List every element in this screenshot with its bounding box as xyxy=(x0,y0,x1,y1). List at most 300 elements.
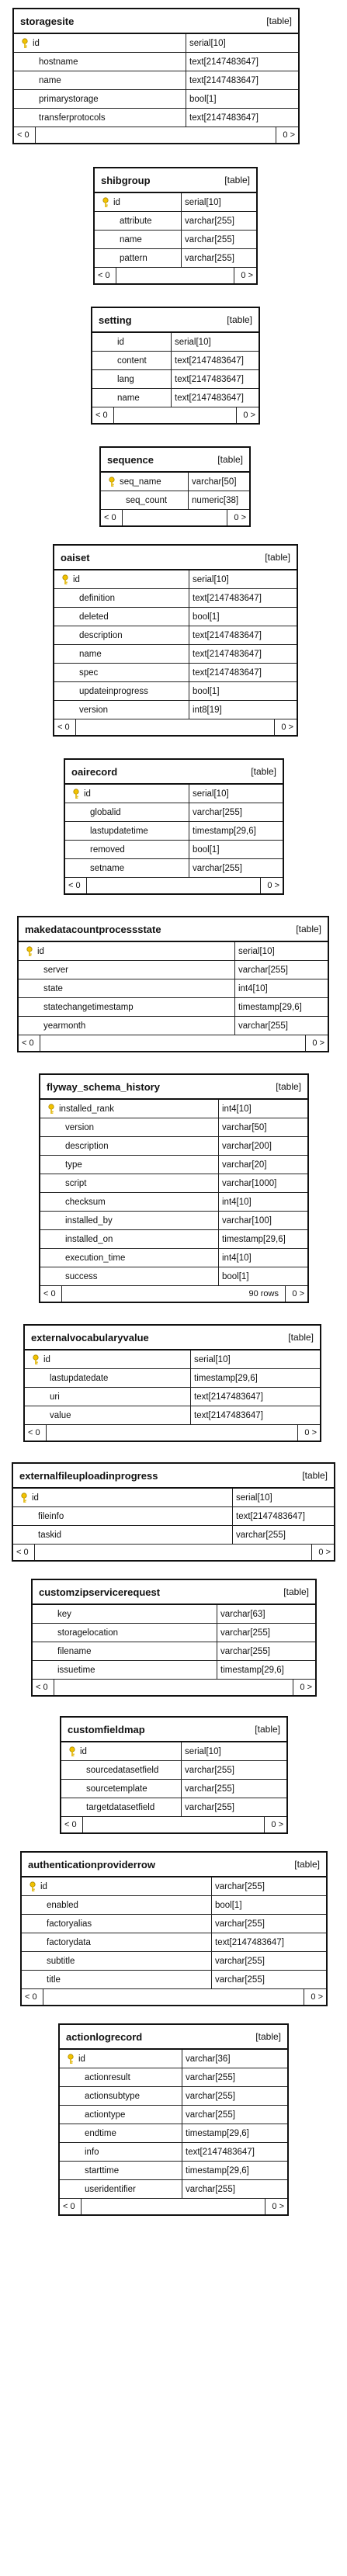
scroll-left-button[interactable]: < 0 xyxy=(95,268,116,283)
column-name: starttime xyxy=(60,2162,182,2179)
column-row[interactable] xyxy=(33,1624,315,1642)
column-name: useridentifier xyxy=(60,2180,182,2198)
column-name: yearmonth xyxy=(19,1017,235,1035)
column-type: serial[10] xyxy=(194,1354,231,1364)
primary-key-icon xyxy=(61,574,70,585)
column-name: name xyxy=(14,71,186,89)
column-row[interactable] xyxy=(61,1798,286,1817)
scroll-right-button[interactable]: 0 > xyxy=(281,723,293,732)
column-row[interactable] xyxy=(60,2143,287,2162)
column-row[interactable] xyxy=(14,90,298,109)
column-type: bool[1] xyxy=(193,686,220,696)
column-type: timestamp[29,6] xyxy=(186,2128,249,2138)
scroll-left-button[interactable]: < 0 xyxy=(14,127,36,143)
table-kind: [table] xyxy=(266,16,292,26)
column-row[interactable] xyxy=(14,34,298,53)
column-name: storagelocation xyxy=(33,1624,217,1642)
column-name: attribute xyxy=(95,212,182,230)
column-type: varchar[255] xyxy=(220,1628,270,1638)
column-name: id xyxy=(61,1742,182,1760)
scroll-right-button[interactable]: 0 > xyxy=(283,130,295,140)
column-name: fileinfo xyxy=(13,1507,233,1525)
column-name: transferprotocols xyxy=(14,109,186,127)
column-name: definition xyxy=(54,589,189,607)
column-name: pattern xyxy=(95,249,182,267)
column-type: bool[1] xyxy=(193,844,220,855)
column-name: id xyxy=(95,193,182,211)
column-type: varchar[255] xyxy=(185,1802,234,1812)
column-name: description xyxy=(40,1137,219,1155)
table-footer xyxy=(13,1545,334,1560)
row-count xyxy=(47,1425,298,1441)
column-row[interactable] xyxy=(25,1388,320,1406)
column-type: varchar[255] xyxy=(185,1784,234,1794)
column-name: state xyxy=(19,979,235,997)
column-name: spec xyxy=(54,664,189,681)
scroll-right-button[interactable]: 0 > xyxy=(243,411,255,420)
table-name: sequence xyxy=(107,453,154,466)
column-row[interactable] xyxy=(14,53,298,71)
column-type: text[2147483647] xyxy=(193,667,262,678)
column-name: lastupdatedate xyxy=(25,1369,191,1387)
column-row[interactable] xyxy=(95,231,256,249)
table-kind: [table] xyxy=(296,924,321,934)
column-type: varchar[20] xyxy=(222,1160,267,1170)
column-name: uri xyxy=(25,1388,191,1406)
primary-key-icon xyxy=(101,197,110,208)
column-name: content xyxy=(92,352,172,369)
table-footer xyxy=(95,268,256,283)
table-header[interactable] xyxy=(65,760,283,785)
column-row[interactable] xyxy=(92,333,259,352)
column-type: text[2147483647] xyxy=(175,355,244,366)
table-footer xyxy=(65,878,283,893)
scroll-right-button[interactable]: 0 > xyxy=(318,1548,331,1557)
column-type: varchar[255] xyxy=(236,1530,286,1540)
column-row[interactable] xyxy=(54,608,297,626)
column-type: varchar[255] xyxy=(186,2110,235,2120)
column-row[interactable] xyxy=(65,785,283,803)
row-count xyxy=(40,1035,306,1051)
row-count xyxy=(116,268,234,283)
column-type: serial[10] xyxy=(185,197,221,207)
table-name: authenticationproviderrow xyxy=(28,1858,155,1870)
column-row[interactable] xyxy=(95,193,256,212)
column-name: installed_on xyxy=(40,1230,219,1248)
table-name: oairecord xyxy=(71,765,118,778)
table-header[interactable] xyxy=(40,1075,307,1100)
table-footer xyxy=(25,1425,320,1441)
scroll-left-button[interactable]: < 0 xyxy=(60,2199,82,2214)
column-row[interactable] xyxy=(13,1489,334,1507)
column-name: subtitle xyxy=(22,1952,212,1970)
table-name: setting xyxy=(99,314,132,326)
column-type: timestamp[29,6] xyxy=(194,1373,258,1383)
scroll-left-button[interactable]: < 0 xyxy=(101,510,123,525)
column-row[interactable] xyxy=(60,2050,287,2068)
column-row[interactable] xyxy=(54,589,297,608)
column-name: key xyxy=(33,1605,217,1623)
column-type: varchar[255] xyxy=(215,1881,265,1891)
column-name: actionresult xyxy=(60,2068,182,2086)
column-row[interactable] xyxy=(54,682,297,701)
table-externalfileuploadinprogress[interactable] xyxy=(12,1462,335,1562)
row-count xyxy=(54,1680,293,1695)
primary-key-icon xyxy=(28,1881,37,1892)
table-name: shibgroup xyxy=(101,174,151,186)
table-footer xyxy=(40,1286,307,1302)
column-name: id xyxy=(54,570,189,588)
column-name: execution_time xyxy=(40,1249,219,1267)
column-name: seq_count xyxy=(101,491,189,509)
column-row[interactable] xyxy=(33,1642,315,1661)
column-type: timestamp[29,6] xyxy=(222,1234,286,1244)
column-name: factorydata xyxy=(22,1933,212,1951)
row-count xyxy=(123,510,227,525)
column-type: varchar[255] xyxy=(215,1974,265,1985)
column-type: varchar[100] xyxy=(222,1215,272,1226)
column-row[interactable] xyxy=(61,1761,286,1780)
column-type: text[2147483647] xyxy=(189,75,259,85)
primary-key-icon xyxy=(107,477,116,487)
column-row[interactable] xyxy=(40,1137,307,1156)
table-footer xyxy=(22,1989,326,2005)
row-count: 90 rows xyxy=(62,1286,286,1302)
column-name: name xyxy=(95,231,182,248)
table-header[interactable] xyxy=(22,1853,326,1877)
table-storagesite[interactable] xyxy=(12,8,300,144)
column-type: serial[10] xyxy=(238,946,275,956)
column-name: info xyxy=(60,2143,182,2161)
column-type: varchar[255] xyxy=(215,1919,265,1929)
column-name: filename xyxy=(33,1642,217,1660)
table-footer xyxy=(33,1680,315,1695)
row-count xyxy=(82,2199,265,2214)
table-footer xyxy=(19,1035,328,1051)
table-kind: [table] xyxy=(255,1724,280,1735)
column-type: timestamp[29,6] xyxy=(186,2165,249,2176)
scroll-left-button[interactable]: < 0 xyxy=(54,719,76,735)
table-footer xyxy=(14,127,298,143)
column-type: bool[1] xyxy=(215,1900,242,1910)
table-actionlogrecord[interactable] xyxy=(58,2023,289,2216)
column-type: text[2147483647] xyxy=(189,113,259,123)
column-row[interactable] xyxy=(60,2087,287,2106)
scroll-left-button[interactable]: < 0 xyxy=(92,407,114,423)
column-row[interactable] xyxy=(40,1249,307,1267)
column-row[interactable] xyxy=(19,1017,328,1035)
scroll-left-button[interactable]: < 0 xyxy=(65,878,87,893)
column-row[interactable] xyxy=(19,961,328,979)
column-row[interactable] xyxy=(40,1118,307,1137)
column-row[interactable] xyxy=(22,1971,326,1989)
column-name: sourcedatasetfield xyxy=(61,1761,182,1779)
column-type: timestamp[29,6] xyxy=(238,1002,302,1012)
column-type: timestamp[29,6] xyxy=(220,1665,284,1675)
column-row[interactable] xyxy=(54,664,297,682)
primary-key-icon xyxy=(19,1493,29,1503)
table-name: oaiset xyxy=(61,551,90,563)
column-row[interactable] xyxy=(54,645,297,664)
column-type: text[2147483647] xyxy=(194,1410,263,1420)
table-shibgroup[interactable] xyxy=(93,167,258,285)
column-type: varchar[255] xyxy=(186,2072,235,2082)
column-row[interactable] xyxy=(101,473,249,491)
column-type: varchar[255] xyxy=(238,965,288,975)
column-name: hostname xyxy=(14,53,186,71)
column-row[interactable] xyxy=(19,998,328,1017)
column-row[interactable] xyxy=(60,2180,287,2199)
table-header[interactable] xyxy=(14,9,298,34)
column-row[interactable] xyxy=(95,212,256,231)
column-row[interactable] xyxy=(95,249,256,268)
column-name: id xyxy=(22,1877,212,1895)
table-name: customfieldmap xyxy=(68,1723,145,1735)
table-name: externalvocabularyvalue xyxy=(31,1331,149,1343)
column-name: id xyxy=(14,34,186,52)
column-type: varchar[255] xyxy=(185,216,234,226)
column-name: value xyxy=(25,1406,191,1424)
scroll-right-button[interactable]: 0 > xyxy=(234,513,246,522)
column-name: deleted xyxy=(54,608,189,626)
table-kind: [table] xyxy=(265,552,290,563)
column-row[interactable] xyxy=(22,1933,326,1952)
column-type: int4[10] xyxy=(238,983,268,993)
table-footer xyxy=(54,719,297,735)
column-row[interactable] xyxy=(92,352,259,370)
column-row[interactable] xyxy=(61,1780,286,1798)
column-type: text[2147483647] xyxy=(175,374,244,384)
column-row[interactable] xyxy=(40,1193,307,1212)
column-row[interactable] xyxy=(22,1915,326,1933)
column-name: enabled xyxy=(22,1896,212,1914)
scroll-right-button[interactable]: 0 > xyxy=(267,881,279,890)
table-name: actionlogrecord xyxy=(66,2030,143,2043)
column-row[interactable] xyxy=(60,2124,287,2143)
column-name: actiontype xyxy=(60,2106,182,2124)
scroll-right-button[interactable]: 0 > xyxy=(271,1820,283,1829)
primary-key-icon xyxy=(71,789,81,799)
column-row[interactable] xyxy=(65,841,283,859)
table-authenticationproviderrow[interactable] xyxy=(20,1851,328,2006)
table-name: makedatacountprocessstate xyxy=(25,923,161,935)
table-oairecord[interactable] xyxy=(64,758,284,895)
column-type: serial[10] xyxy=(189,38,226,48)
table-oaiset[interactable] xyxy=(53,544,298,737)
column-row[interactable] xyxy=(22,1896,326,1915)
column-name: type xyxy=(40,1156,219,1174)
scroll-right-button[interactable]: 0 > xyxy=(312,1038,324,1048)
column-row[interactable] xyxy=(22,1952,326,1971)
column-row[interactable] xyxy=(40,1174,307,1193)
column-type: varchar[255] xyxy=(193,807,242,817)
column-row[interactable] xyxy=(19,979,328,998)
primary-key-icon xyxy=(47,1104,56,1115)
scroll-right-button[interactable]: 0 > xyxy=(272,2202,284,2211)
table-header[interactable] xyxy=(60,2025,287,2050)
column-row[interactable] xyxy=(40,1100,307,1118)
table-header[interactable] xyxy=(61,1718,286,1742)
column-row[interactable] xyxy=(14,71,298,90)
scroll-left-button[interactable]: < 0 xyxy=(13,1545,35,1560)
column-type: serial[10] xyxy=(185,1746,221,1756)
column-type: varchar[255] xyxy=(238,1021,288,1031)
column-row[interactable] xyxy=(101,491,249,510)
column-name: actionsubtype xyxy=(60,2087,182,2105)
column-type: int4[10] xyxy=(222,1253,252,1263)
column-type: bool[1] xyxy=(189,94,217,104)
primary-key-icon xyxy=(68,1746,77,1757)
table-kind: [table] xyxy=(288,1332,314,1343)
column-row[interactable] xyxy=(19,942,328,961)
scroll-right-button[interactable]: 0 > xyxy=(300,1683,312,1692)
table-setting[interactable] xyxy=(91,307,260,425)
scroll-left-button[interactable]: < 0 xyxy=(40,1286,62,1302)
table-customfieldmap[interactable] xyxy=(60,1716,288,1834)
scroll-right-button[interactable]: 0 > xyxy=(311,1992,323,2002)
column-row[interactable] xyxy=(13,1507,334,1526)
table-kind: [table] xyxy=(227,314,252,325)
column-row[interactable] xyxy=(60,2162,287,2180)
column-row[interactable] xyxy=(25,1406,320,1425)
scroll-right-button[interactable]: 0 > xyxy=(292,1289,304,1298)
table-makedatacountprocessstate[interactable] xyxy=(17,916,329,1052)
table-flyway-schema-history[interactable] xyxy=(39,1073,309,1303)
column-row[interactable] xyxy=(61,1742,286,1761)
column-name: id xyxy=(92,333,172,351)
column-row[interactable] xyxy=(25,1350,320,1369)
column-name: id xyxy=(13,1489,233,1506)
table-header[interactable] xyxy=(54,546,297,570)
table-header[interactable] xyxy=(33,1580,315,1605)
table-footer xyxy=(92,407,259,423)
column-name: version xyxy=(54,701,189,719)
table-footer xyxy=(61,1817,286,1832)
column-row[interactable] xyxy=(22,1877,326,1896)
table-footer xyxy=(101,510,249,525)
scroll-right-button[interactable]: 0 > xyxy=(241,271,253,280)
column-row[interactable] xyxy=(14,109,298,127)
column-name: title xyxy=(22,1971,212,1988)
column-type: timestamp[29,6] xyxy=(193,826,256,836)
column-type: text[2147483647] xyxy=(175,393,244,403)
column-row[interactable] xyxy=(54,626,297,645)
column-type: varchar[255] xyxy=(185,253,234,263)
column-type: varchar[200] xyxy=(222,1141,272,1151)
column-row[interactable] xyxy=(40,1230,307,1249)
column-type: varchar[63] xyxy=(220,1609,265,1619)
primary-key-icon xyxy=(20,38,29,49)
column-name: sourcetemplate xyxy=(61,1780,182,1798)
table-header[interactable] xyxy=(25,1326,320,1350)
row-count xyxy=(43,1989,304,2005)
column-name: description xyxy=(54,626,189,644)
column-name: endtime xyxy=(60,2124,182,2142)
scroll-left-button[interactable]: < 0 xyxy=(33,1680,54,1695)
column-row[interactable] xyxy=(33,1605,315,1624)
table-externalvocabularyvalue[interactable] xyxy=(23,1324,321,1442)
column-type: text[2147483647] xyxy=(193,649,262,659)
column-type: text[2147483647] xyxy=(193,593,262,603)
table-header[interactable] xyxy=(13,1464,334,1489)
column-type: numeric[38] xyxy=(192,495,239,505)
column-type: text[2147483647] xyxy=(236,1511,305,1521)
column-row[interactable] xyxy=(65,822,283,841)
scroll-left-button[interactable]: < 0 xyxy=(61,1817,83,1832)
column-name: version xyxy=(40,1118,219,1136)
column-type: text[2147483647] xyxy=(215,1937,284,1947)
column-type: int4[10] xyxy=(222,1104,252,1114)
column-type: serial[10] xyxy=(193,789,229,799)
table-kind: [table] xyxy=(251,766,276,777)
column-type: varchar[255] xyxy=(185,234,234,244)
column-row[interactable] xyxy=(40,1212,307,1230)
column-type: varchar[255] xyxy=(186,2184,235,2194)
column-row[interactable] xyxy=(40,1156,307,1174)
scroll-left-button[interactable]: < 0 xyxy=(22,1989,43,2005)
scroll-left-button[interactable]: < 0 xyxy=(25,1425,47,1441)
column-row[interactable] xyxy=(60,2106,287,2124)
table-header[interactable] xyxy=(19,917,328,942)
column-name: issuetime xyxy=(33,1661,217,1679)
row-count xyxy=(83,1817,265,1832)
column-name: id xyxy=(65,785,189,803)
table-name: storagesite xyxy=(20,15,75,27)
column-row[interactable] xyxy=(92,389,259,407)
column-name: checksum xyxy=(40,1193,219,1211)
table-kind: [table] xyxy=(294,1859,320,1870)
table-header[interactable] xyxy=(101,448,249,473)
column-row[interactable] xyxy=(65,859,283,878)
row-count xyxy=(36,127,276,143)
column-type: text[2147483647] xyxy=(189,57,259,67)
scroll-left-button[interactable]: < 0 xyxy=(19,1035,40,1051)
column-name: statechangetimestamp xyxy=(19,998,235,1016)
table-kind: [table] xyxy=(302,1470,328,1481)
table-kind: [table] xyxy=(276,1081,301,1092)
primary-key-icon xyxy=(25,946,34,957)
table-customzipservicerequest[interactable] xyxy=(31,1579,317,1697)
column-row[interactable] xyxy=(54,570,297,589)
column-type: varchar[255] xyxy=(193,863,242,873)
column-type: int4[10] xyxy=(222,1197,252,1207)
column-type: varchar[255] xyxy=(186,2091,235,2101)
column-name: installed_rank xyxy=(40,1100,219,1118)
column-row[interactable] xyxy=(33,1661,315,1680)
column-row[interactable] xyxy=(65,803,283,822)
table-name: flyway_schema_history xyxy=(47,1080,160,1093)
column-type: bool[1] xyxy=(222,1271,249,1281)
column-row[interactable] xyxy=(25,1369,320,1388)
column-row[interactable] xyxy=(60,2068,287,2087)
column-type: varchar[1000] xyxy=(222,1178,277,1188)
column-name: name xyxy=(92,389,172,407)
table-header[interactable] xyxy=(95,168,256,193)
scroll-right-button[interactable]: 0 > xyxy=(304,1428,317,1437)
column-name: success xyxy=(40,1267,219,1285)
table-header[interactable] xyxy=(92,308,259,333)
row-count xyxy=(35,1545,312,1560)
table-sequence[interactable] xyxy=(99,446,251,527)
row-count xyxy=(87,878,261,893)
column-row[interactable] xyxy=(40,1267,307,1286)
column-row[interactable] xyxy=(92,370,259,389)
table-kind: [table] xyxy=(283,1586,309,1597)
column-type: varchar[255] xyxy=(220,1646,270,1656)
column-name: targetdatasetfield xyxy=(61,1798,182,1816)
column-row[interactable] xyxy=(13,1526,334,1545)
column-row[interactable] xyxy=(54,701,297,719)
